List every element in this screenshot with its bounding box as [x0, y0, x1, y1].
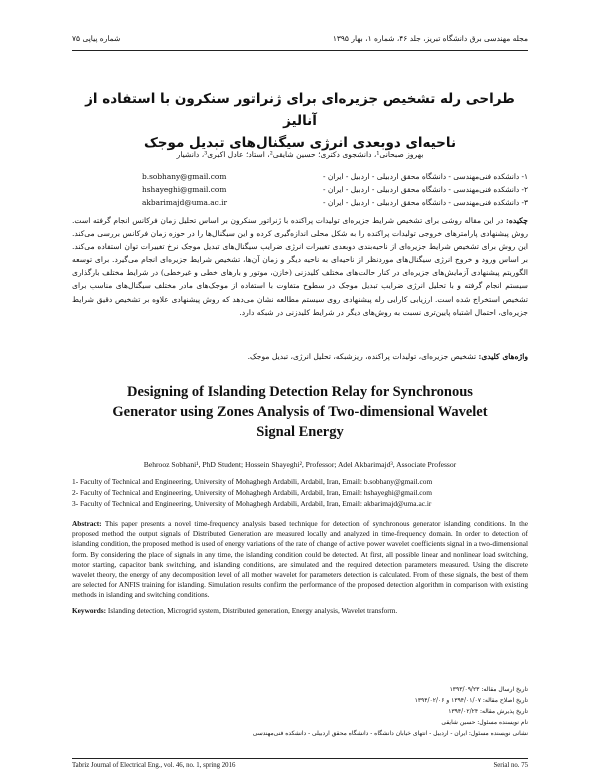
persian-affiliation-1: ۱- دانشکده فنی‌مهندسی - دانشگاه محقق اردبیلی - اردبیل - ایران - b.sobhany@gmail.com: [142, 172, 528, 181]
corresponding-address: نشانی نویسنده مسئول: ایران - اردبیل - انتهای خیابان دانشگاه - دانشگاه محقق اردبیلی - دانشکده فنی‌مهندسی: [252, 730, 528, 737]
persian-keywords: [72, 352, 528, 361]
persian-authors: بهروز صبحانی¹، دانشجوی دکتری؛ حسین شایقی²، استاد؛ عادل اکبری³، دانشیار: [176, 150, 424, 159]
english-title-line-3: Signal Energy: [256, 424, 344, 440]
english-abstract-label: Abstract:: [72, 519, 102, 528]
footer-journal: Tabriz Journal of Electrical Eng., vol. 46, no. 1, spring 2016: [72, 762, 236, 769]
english-abstract-text: This paper presents a novel time-frequency analysis based technique for detection of synchronous generator islanding conditions. In the proposed method the output signals of Distributed Generation are measured locally and analyzed in time-frequency domain. In order to detection of islanding condition, the proposed method is used of energy variations of the rate of change of active power wavelet coefficients signal in a two-dimensional form. By considering the place of signals in any time, the islanding condition could be detected. At first, all possible linear and nonlinear load switching, motor starting, capacitor bank switching, and islanding conditions, are simulated and the required detection parameters measured. Using the discrete wavelet theory, the energy of any decomposition level of all mother wavelet for parameters detection is calculated. From of these signals, the best of them are selected for ANFIS training for islanding. Simulation results confirm the performance of the proposed detection algorithm in comparison with existing methods in islanding and switching conditions.: [72, 519, 528, 600]
english-title-line-2: Generator using Zones Analysis of Two-dimensional Wavelet: [112, 404, 488, 420]
persian-abstract-label: چکیده:: [506, 216, 528, 225]
persian-title-line-1: طراحی رله تشخیص جزیره‌ای برای ژنراتور سنکرون با استفاده از آنالیز: [85, 91, 515, 129]
footer: [72, 762, 528, 772]
english-affiliation-3: 3- Faculty of Technical and Engineering, University of Mohaghegh Ardabili, Ardabil, Iran, Email: akbarimajd@uma.ac.ir: [72, 499, 432, 508]
english-affiliation-1: 1- Faculty of Technical and Engineering, University of Mohaghegh Ardabili, Ardabil, Iran, Email: b.sobhany@gmail.com: [72, 477, 433, 486]
running-head: [72, 34, 528, 48]
corresponding-author: نام نویسنده مسئول: حسین شایقی: [441, 719, 528, 726]
history-received: تاریخ ارسال مقاله: ۱۳۹۳/۰۹/۲۳: [449, 686, 528, 693]
persian-abstract-text: در این مقاله روشی برای تشخیص شرایط جزیره‌ای تولیدات پراکنده با ژنراتور سنکرون بر اساس تحلیل زمان فرکانس انجام گرفته است. روش پیشنهادی پارامترهای خروجی تولیدات پراکنده را به شکل محلی اندازه‌گیری کرده و این سیگنال‌ها را در حوزه زمان فرکانس بررسی می‌کند. این روش برای تشخیص شرایط جزیره‌ای از ناحیه‌بندی دوبعدی تغییرات انرژی ضرایب سیگنال‌های تبدیل موجک نرخ تغییرات توان استفاده می‌کند. بر اساس ورود و خروج انرژی سیگنال‌های موردنظر از ناحیه‌ای به ناحیه دیگر و زمان آن‌ها، تشخیص شرایط جزیره‌ای انجام می‌گیرد. برای توسعه الگوریتم پیشنهادی آزمایش‌های جزیره‌ای در کنار حالت‌های مختلف کلیدزنی (خازن، موتور و بارهای خطی و غیرخطی) در شرایط مختلف بارگذاری سیستم انجام گرفته و با تحلیل انرژی ضرایب تبدیل موجک در سطوح متفاوت با استفاده از موجک‌های مادر مختلف سیگنال‌های مناسب برای تشخیص استخراج شده است. ارزیابی کارایی رله پیشنهادی روی سیستم مطالعه نشان می‌دهد که روش پیشنهادی علاوه بر تشخیص دقیق شرایط جزیره‌ای، احتمال اشتباه پایین‌تری نسبت به روش‌های دیگر در شرایط کلیدزنی در شبکه دارد.: [72, 216, 528, 317]
persian-abstract: [72, 214, 528, 319]
persian-keywords-label: واژه‌های کلیدی:: [478, 352, 528, 361]
persian-title: [80, 88, 520, 154]
english-title: [80, 382, 520, 442]
persian-title-line-2: ناحیه‌ای دوبعدی انرژی سیگنال‌های تبدیل موجک: [143, 135, 457, 151]
email: hshayeghi@gmail.com: [142, 185, 227, 194]
english-title-line-1: Designing of Islanding Detection Relay for Synchronous: [127, 384, 473, 400]
english-abstract: [72, 519, 528, 601]
persian-affiliation-2: ۲- دانشکده فنی‌مهندسی - دانشگاه محقق اردبیلی - اردبیل - ایران - hshayeghi@gmail.com: [142, 185, 528, 194]
persian-keywords-text: تشخیص جزیره‌ای، تولیدات پراکنده، ریزشبکه، تحلیل انرژی، تبدیل موجک.: [247, 352, 477, 361]
email: b.sobhany@gmail.com: [142, 172, 227, 181]
english-keywords-text: Islanding detection, Microgrid system, Distributed generation, Energy analysis, Wavelet transform.: [107, 606, 398, 615]
email: akbarimajd@uma.ac.ir: [142, 198, 228, 207]
english-keywords: [72, 606, 528, 615]
serial-number: شماره پیاپی ۷۵: [72, 34, 121, 43]
persian-affiliation-3: ۳- دانشکده فنی‌مهندسی - دانشگاه محقق اردبیلی - اردبیل - ایران - akbarimajd@uma.ac.ir: [142, 198, 528, 207]
journal-info: مجله مهندسی برق دانشگاه تبریز، جلد ۴۶، شماره ۱، بهار ۱۳۹۵: [332, 34, 528, 43]
english-affiliation-2: 2- Faculty of Technical and Engineering, University of Mohaghegh Ardabili, Ardabil, Iran, Email: hshayeghi@gmail.com: [72, 488, 432, 497]
english-authors: Behrooz Sobhani¹, PhD Student; Hossein Shayeghi², Professor; Adel Akbarimajd³, Associate Professor: [143, 460, 457, 469]
english-keywords-label: Keywords:: [72, 606, 107, 615]
footer-rule: [72, 758, 528, 759]
history-revised: تاریخ اصلاح مقاله: ۱۳۹۴/۰۱/۰۷ و ۱۳۹۴/۰۲/۰۶: [414, 697, 528, 704]
footer-serial: Serial no. 75: [493, 762, 528, 769]
history-accepted: تاریخ پذیرش مقاله: ۱۳۹۴/۰۲/۲۴: [448, 708, 528, 715]
header-rule: [72, 50, 528, 51]
